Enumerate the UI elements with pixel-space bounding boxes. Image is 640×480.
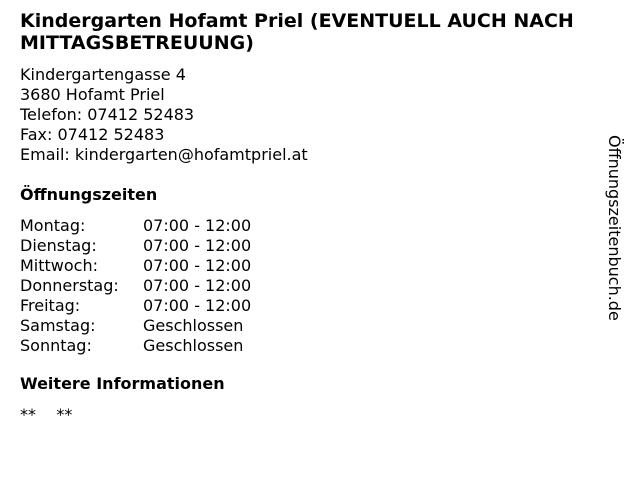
street-address: Kindergartengasse 4 (20, 65, 186, 84)
email-address: Email: kindergarten@hofamtpriel.at (20, 145, 308, 164)
day-label: Mittwoch: (20, 256, 98, 275)
time-value: Geschlossen (143, 316, 244, 335)
opening-hours-table (20, 216, 610, 356)
time-value: 07:00 - 12:00 (143, 296, 252, 315)
day-label: Dienstag: (20, 236, 97, 255)
main-content (20, 10, 610, 425)
fax-number: Fax: 07412 52483 (20, 125, 165, 144)
hours-row-thursday (20, 276, 610, 296)
day-label: Donnerstag: (20, 276, 119, 295)
time-value: 07:00 - 12:00 (143, 216, 252, 235)
page-title: Kindergarten Hofamt Priel (EVENTUELL AUCH NACH MITTAGSBETREUUNG) (20, 10, 574, 54)
hours-row-saturday (20, 316, 610, 336)
site-watermark: Öffnungszeitenbuch.de (605, 135, 624, 321)
time-value: 07:00 - 12:00 (143, 256, 252, 275)
more-info-heading: Weitere Informationen (20, 374, 225, 393)
opening-hours-heading: Öffnungszeiten (20, 185, 158, 204)
day-label: Freitag: (20, 296, 81, 315)
hours-row-wednesday (20, 256, 610, 276)
more-info-text: ** ** (20, 405, 73, 424)
hours-row-friday (20, 296, 610, 316)
day-label: Montag: (20, 216, 86, 235)
hours-row-sunday (20, 336, 610, 356)
hours-row-tuesday (20, 236, 610, 256)
city-address: 3680 Hofamt Priel (20, 85, 165, 104)
time-value: 07:00 - 12:00 (143, 276, 252, 295)
time-value: Geschlossen (143, 336, 244, 355)
day-label: Sonntag: (20, 336, 92, 355)
phone-number: Telefon: 07412 52483 (20, 105, 195, 124)
time-value: 07:00 - 12:00 (143, 236, 252, 255)
day-label: Samstag: (20, 316, 96, 335)
address-block (20, 65, 610, 165)
hours-row-monday (20, 216, 610, 236)
